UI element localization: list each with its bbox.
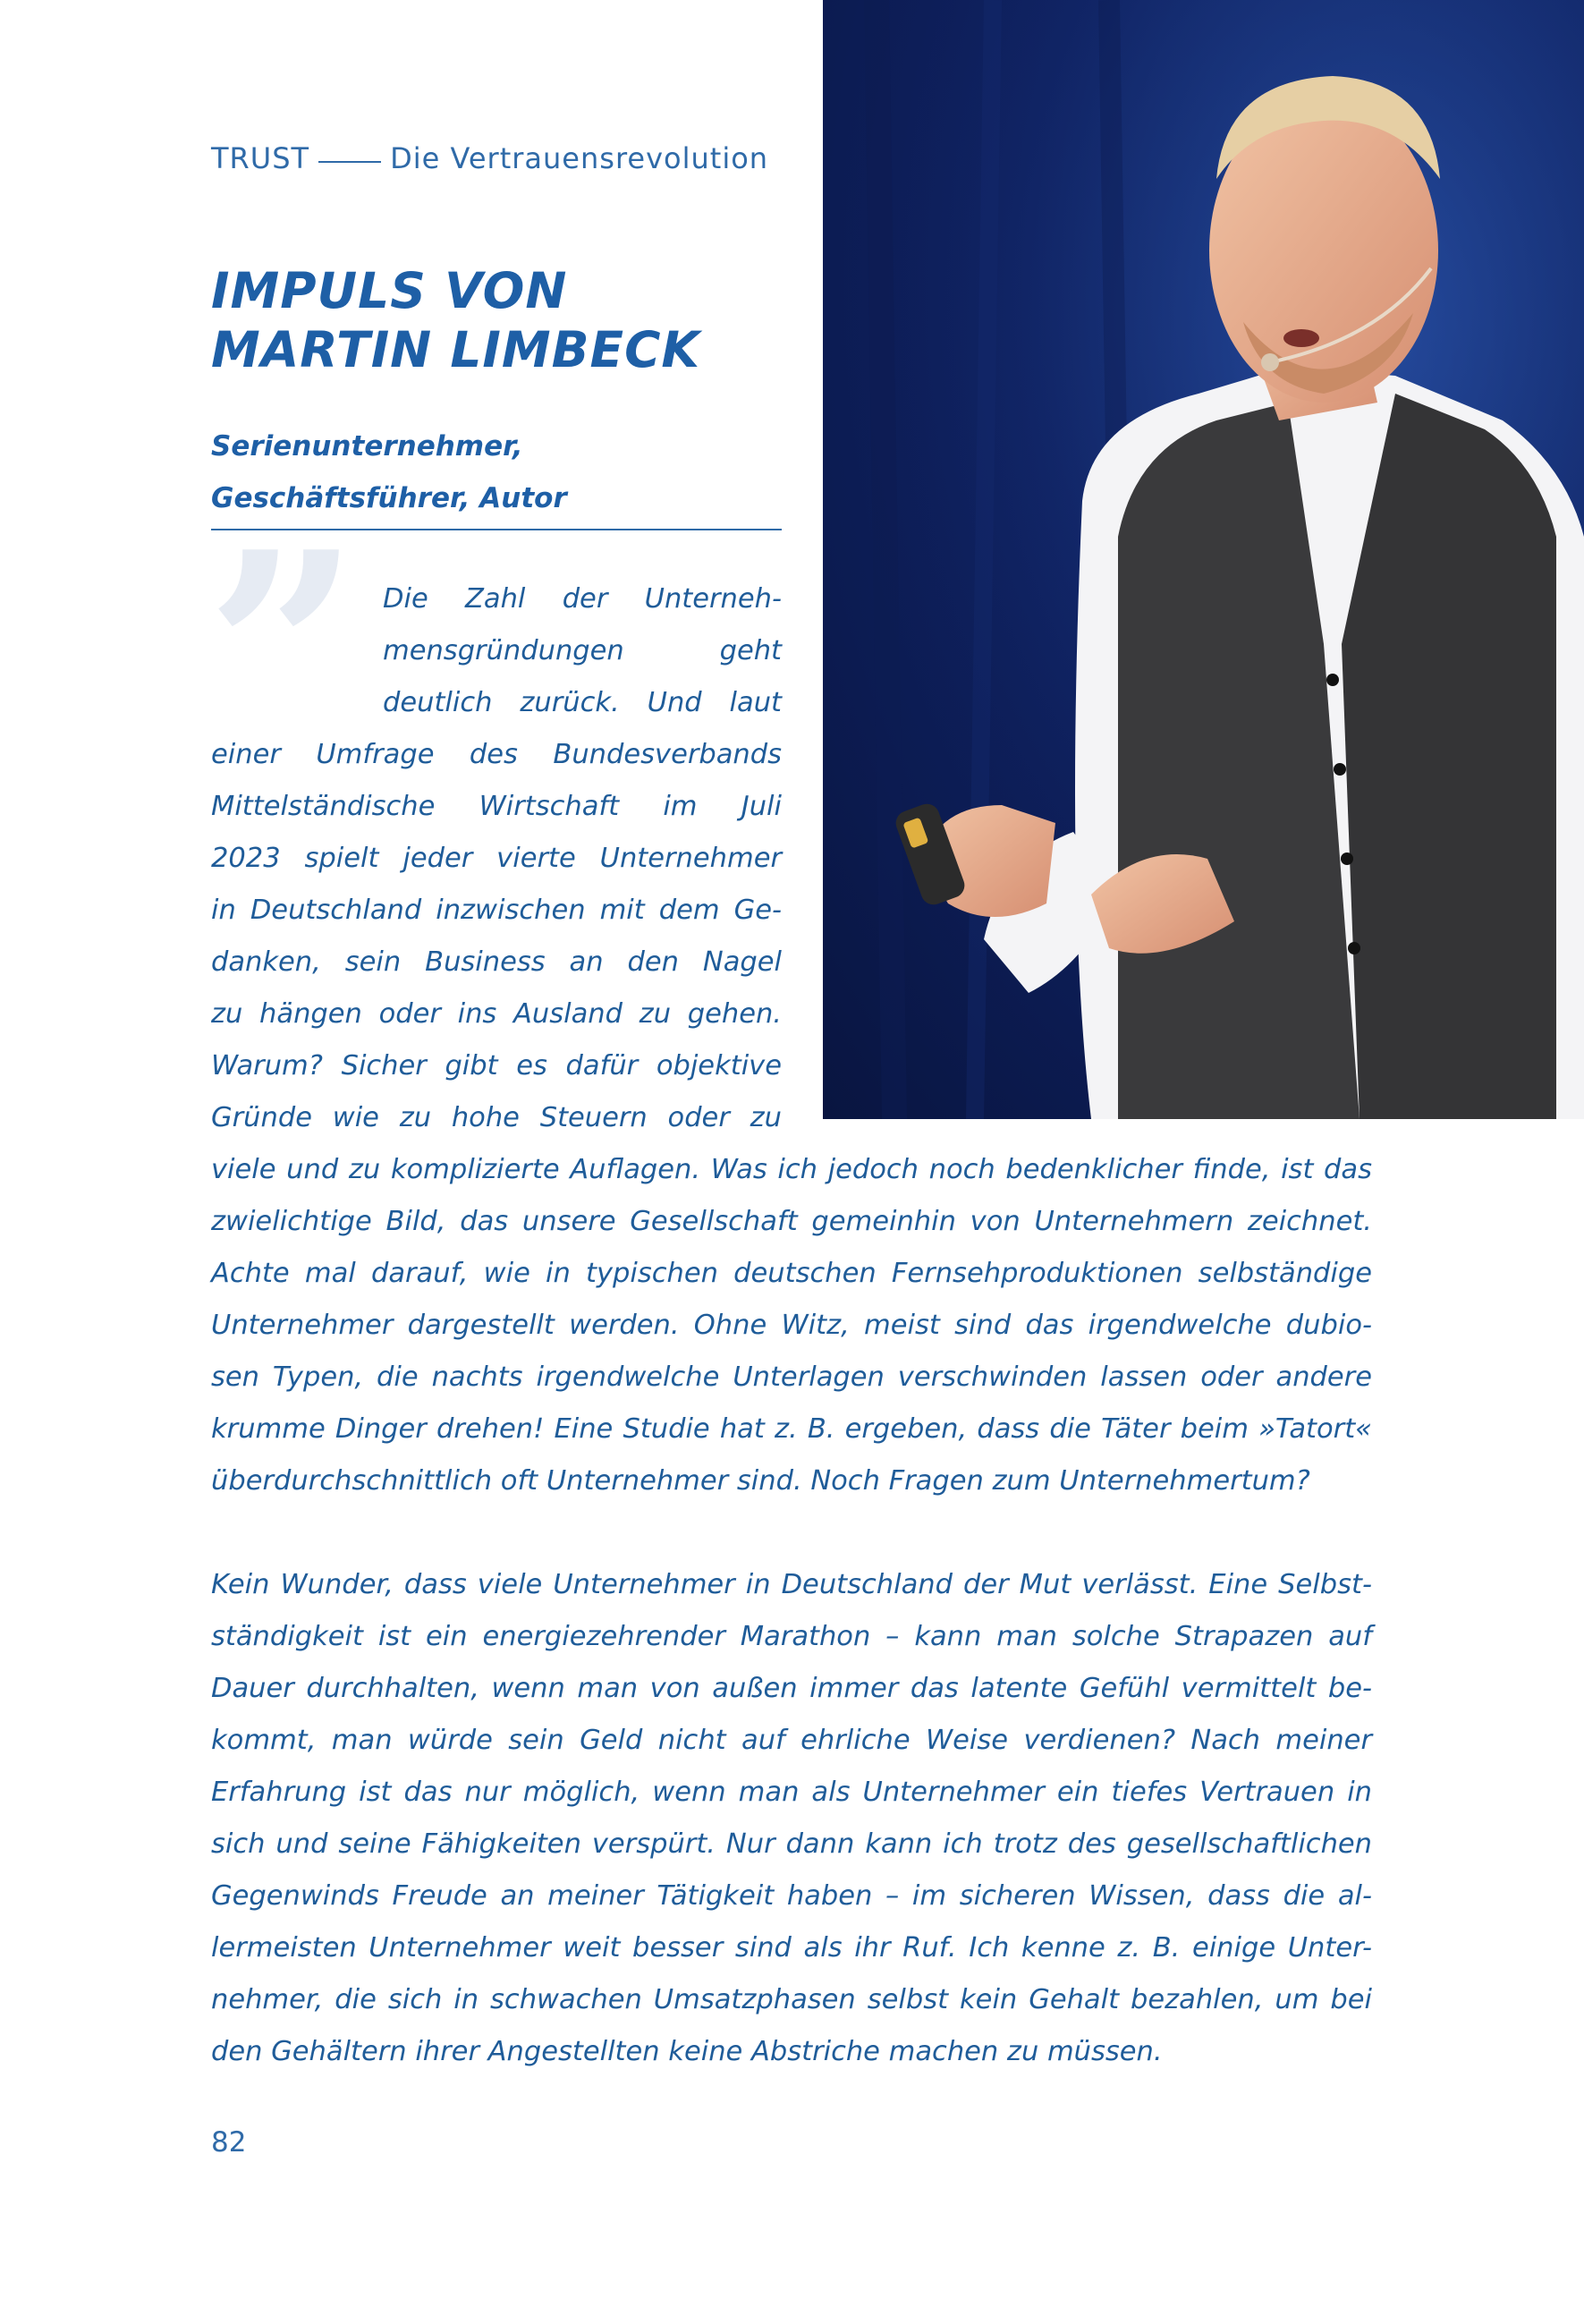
text-line: lermeisten Unternehmer weit besser sind als ihr Ruf. Ich kenne z. B. einige Unter- (211, 1932, 1372, 1964)
page-title (211, 261, 784, 379)
text-line: den Gehältern ihrer Angestellten keine Abstriche machen zu müssen. (211, 2036, 1163, 2067)
speaker-illustration (823, 0, 1584, 1119)
text-line: krumme Dinger drehen! Eine Studie hat z. B. ergeben, dass die Täter beim »Tatort« (211, 1413, 1372, 1445)
speaker-photo (823, 0, 1584, 1119)
text-line: zwielichtige Bild, das unsere Gesellschaft gemeinhin von Unternehmern zeichnet. (211, 1206, 1372, 1237)
text-line: Erfahrung ist das nur möglich, wenn man als Unternehmer ein tiefes Vertrauen in (211, 1777, 1372, 1808)
paragraph-1-narrow (211, 573, 782, 1144)
text-line: Gegenwinds Freude an meiner Tätigkeit haben – im sicheren Wissen, dass die al- (211, 1880, 1372, 1912)
paragraph-2 (211, 1559, 1372, 2078)
text-line: deutlich zurück. Und laut (383, 687, 782, 718)
text-line: Warum? Sicher gibt es dafür objektive (211, 1050, 782, 1081)
text-line: mensgründungen geht (383, 635, 782, 666)
text-line: ständigkeit ist ein energiezehrender Marathon – kann man solche Strapazen auf (211, 1621, 1372, 1652)
text-line: überdurchschnittlich oft Unternehmer sind. Noch Fragen zum Unternehmertum? (211, 1465, 1310, 1497)
page-number: 82 (211, 2126, 247, 2159)
title-line-1: IMPULS VON (211, 262, 568, 319)
text-line: Unternehmer dargestellt werden. Ohne Witz, meist sind das irgendwelche dubio- (211, 1310, 1372, 1341)
text-line: sen Typen, die nachts irgendwelche Unterlagen verschwinden lassen oder andere (211, 1361, 1372, 1393)
text-line: Gründe wie zu hohe Steuern oder zu (211, 1102, 782, 1133)
text-line: danken, sein Business an den Nagel (211, 946, 782, 978)
header-rule (318, 161, 381, 163)
text-line: einer Umfrage des Bundesverbands (211, 739, 782, 770)
text-line: Achte mal darauf, wie in typischen deutschen Fernsehproduktionen selbständige (211, 1258, 1372, 1289)
text-line: 2023 spielt jeder vierte Unternehmer (211, 843, 782, 874)
text-line: Die Zahl der Unterneh- (383, 583, 782, 615)
running-header (211, 141, 768, 175)
text-line: in Deutschland inzwischen mit dem Ge- (211, 895, 782, 926)
text-line: sich und seine Fähigkeiten verspürt. Nur dann kann ich trotz des gesellschaftlichen (211, 1828, 1372, 1860)
text-line: kommt, man würde sein Geld nicht auf ehrliche Weise verdienen? Nach meiner (211, 1725, 1372, 1756)
chapter-title: Die Vertrauensrevolution (390, 141, 769, 175)
quotation-mark: ” (206, 493, 360, 809)
text-line: viele und zu komplizierte Auflagen. Was ich jedoch noch bedenklicher finde, ist das (211, 1154, 1372, 1185)
paragraph-1-wide (211, 1144, 1372, 1507)
text-line: Mittelständische Wirtschaft im Juli (211, 791, 782, 822)
text-line: Dauer durchhalten, wenn man von außen immer das latente Gefühl vermittelt be- (211, 1673, 1372, 1704)
subtitle-line-2: Geschäftsführer, Autor (211, 482, 567, 514)
subtitle-line-1: Serienunternehmer, (211, 430, 523, 462)
text-line: nehmer, die sich in schwachen Umsatzphasen selbst kein Gehalt bezahlen, um bei (211, 1984, 1372, 2015)
text-line: zu hängen oder ins Ausland zu gehen. (211, 998, 782, 1030)
text-line: Kein Wunder, dass viele Unternehmer in Deutschland der Mut verlässt. Eine Selbst- (211, 1569, 1372, 1600)
title-line-2: MARTIN LIMBECK (211, 321, 701, 378)
book-title: TRUST (211, 141, 310, 175)
